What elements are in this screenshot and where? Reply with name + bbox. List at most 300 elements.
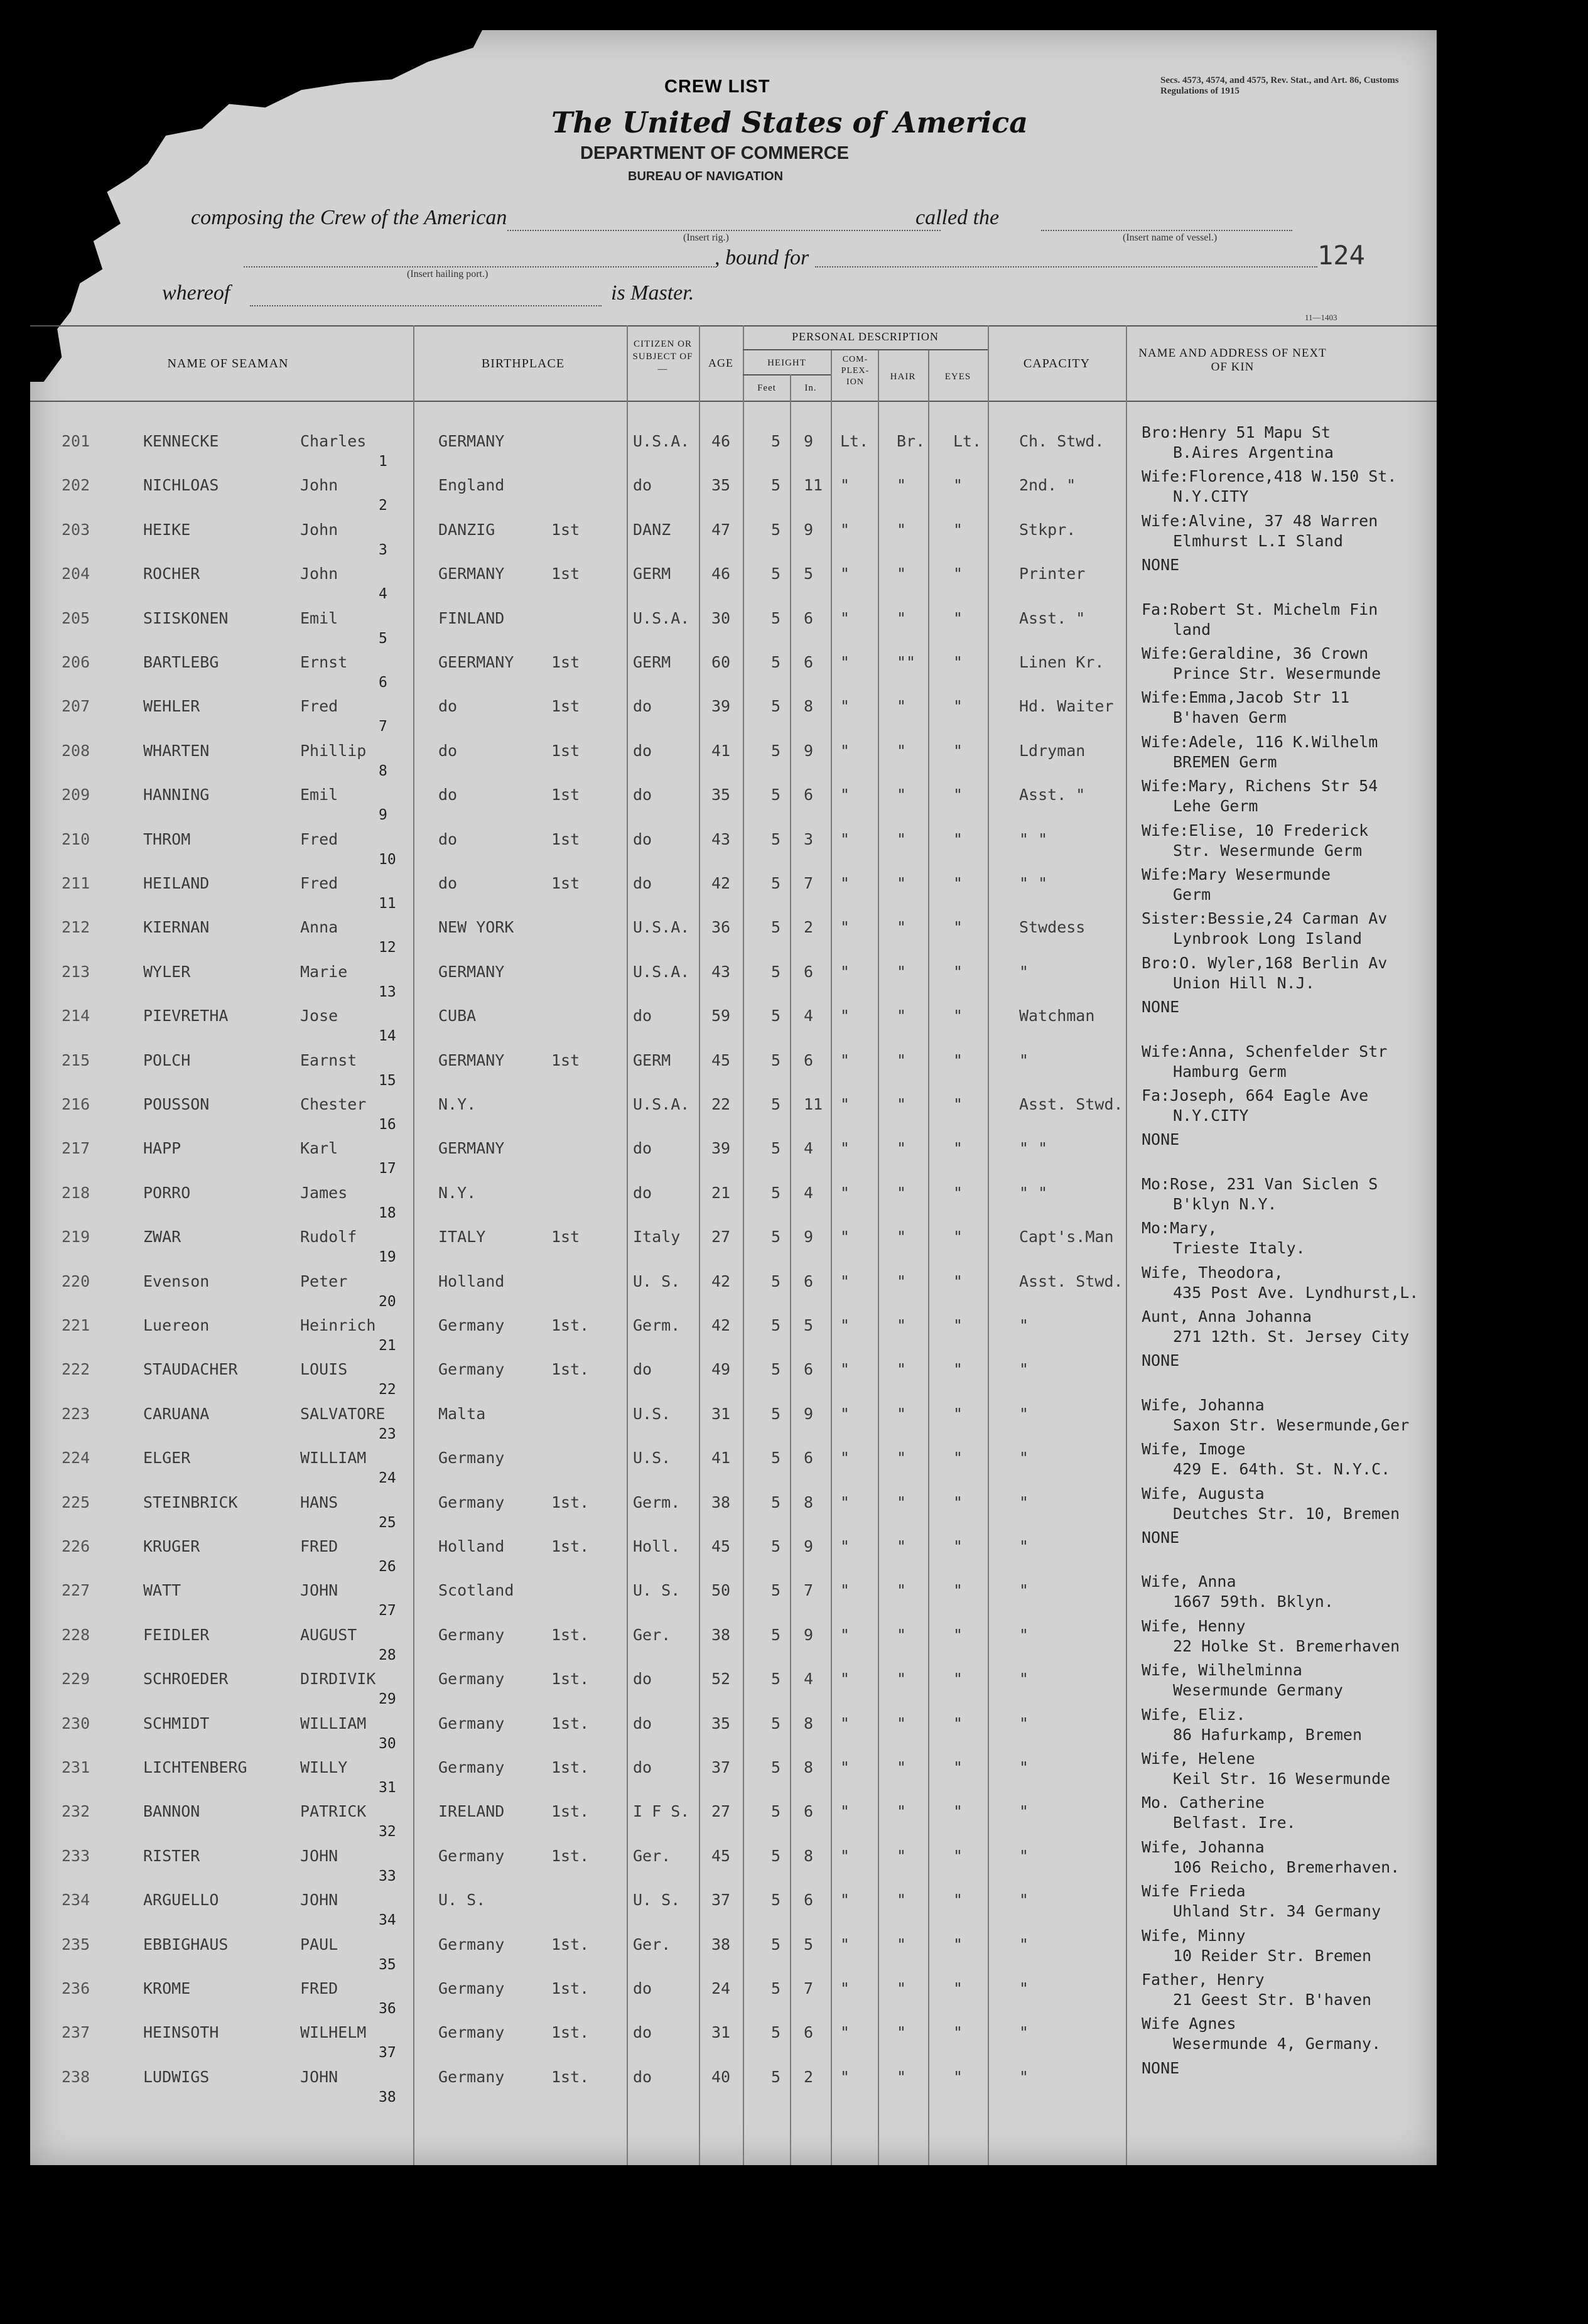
crew-row: [30, 511, 1474, 565]
next-of-kin-address: Uhland Str. 34 Germany: [1173, 1902, 1381, 1921]
citizenship: U.S.A.: [633, 432, 690, 450]
next-of-kin-name: Wife, Eliz.: [1142, 1705, 1246, 1724]
complexion: ": [840, 1316, 850, 1334]
age: 31: [711, 1404, 731, 1423]
height-feet: 5: [771, 1272, 781, 1290]
age: 24: [711, 1979, 731, 1997]
eyes: ": [953, 1714, 963, 1732]
hair: ": [897, 476, 907, 495]
birthplace: Holland: [438, 1537, 505, 1555]
next-of-kin-address: Prince Str. Wesermunde: [1173, 664, 1381, 683]
seaman-surname: SCHMIDT: [143, 1714, 210, 1732]
seaman-given-name: Earnst: [300, 1051, 357, 1069]
next-of-kin-address: Elmhurst L.I Sland: [1173, 531, 1343, 550]
birthplace: N.Y.: [438, 1183, 477, 1202]
age: 46: [711, 432, 731, 450]
height-inches: 2: [804, 2067, 814, 2086]
height-inches: 2: [804, 918, 814, 937]
next-of-kin-address: N.Y.CITY: [1173, 1106, 1249, 1125]
seaman-surname: NICHLOAS: [143, 476, 219, 495]
row-number: 217: [62, 1139, 90, 1158]
col-head-name: NAME OF SEAMAN: [167, 357, 289, 370]
hair: ": [897, 741, 907, 760]
row-number: 232: [62, 1802, 90, 1821]
eyes: ": [953, 1228, 963, 1246]
crew-row: [30, 1528, 1474, 1581]
is-master-label: is Master.: [611, 281, 694, 305]
height-feet: 5: [771, 874, 781, 892]
complexion: ": [840, 476, 850, 495]
age: 35: [711, 476, 731, 495]
height-inches: 6: [804, 1272, 814, 1290]
next-of-kin-address: land: [1173, 620, 1211, 639]
hair: ": [897, 1670, 907, 1689]
seaman-given-name: James: [300, 1183, 348, 1202]
complexion: ": [840, 697, 850, 716]
citizenship: Germ.: [633, 1493, 681, 1511]
next-of-kin-address: 21 Geest Str. B'haven: [1173, 1991, 1372, 2009]
seaman-surname: FEIDLER: [143, 1625, 210, 1644]
crew-row: [30, 1705, 1474, 1758]
height-feet: 5: [771, 1493, 781, 1511]
hair: ": [897, 1758, 907, 1776]
age: 46: [711, 565, 731, 583]
personal-desc-rule: [743, 349, 988, 350]
height-inches: 8: [804, 697, 814, 716]
row-number: 230: [62, 1714, 90, 1732]
citizenship: U.S.: [633, 1449, 671, 1467]
hair: ": [897, 1714, 907, 1732]
next-of-kin-name: Wife:Adele, 116 K.Wilhelm: [1142, 732, 1378, 751]
complexion: ": [840, 1139, 850, 1158]
crew-row: [30, 1882, 1474, 1935]
seaman-given-name: Emil: [300, 608, 338, 627]
height-inches: 9: [804, 1404, 814, 1423]
seaman-surname: PORRO: [143, 1183, 191, 1202]
row-number: 212: [62, 918, 90, 937]
height-inches: 6: [804, 2023, 814, 2042]
table-top-rule: [30, 325, 1437, 327]
height-feet: 5: [771, 741, 781, 760]
seaman-given-name: DIRDIVIK: [300, 1670, 376, 1689]
seaman-given-name: WILLIAM: [300, 1449, 367, 1467]
citizenship: U.S.: [633, 1404, 671, 1423]
birthplace: N.Y.: [438, 1095, 477, 1113]
birthplace: Germany: [438, 1979, 505, 1997]
hair: ": [897, 1095, 907, 1113]
birthplace: Germany: [438, 1493, 505, 1511]
age: 42: [711, 874, 731, 892]
age: 45: [711, 1846, 731, 1865]
birthplace: Germany: [438, 1316, 505, 1334]
citizenship: U.S.A.: [633, 608, 690, 627]
height-feet: 5: [771, 786, 781, 804]
complexion: ": [840, 1979, 850, 1997]
citizenship: do: [633, 1670, 652, 1689]
capacity: ": [1019, 1670, 1029, 1689]
birthplace-note: 1st.: [551, 2067, 590, 2086]
birthplace: ITALY: [438, 1228, 486, 1246]
capacity: Capt's.Man: [1019, 1228, 1114, 1246]
eyes: ": [953, 1979, 963, 1997]
age: 27: [711, 1802, 731, 1821]
birthplace: Germany: [438, 1360, 505, 1379]
complexion: ": [840, 830, 850, 848]
line-index: 36: [379, 2001, 396, 2017]
citizenship: Ger.: [633, 1846, 671, 1865]
birthplace: Germany: [438, 1714, 505, 1732]
height-inches: 9: [804, 1625, 814, 1644]
height-inches: 6: [804, 1051, 814, 1069]
birthplace: England: [438, 476, 505, 495]
height-feet: 5: [771, 1935, 781, 1954]
seaman-given-name: Peter: [300, 1272, 348, 1290]
line-index: 9: [379, 807, 387, 824]
hair: ": [897, 1581, 907, 1600]
eyes: ": [953, 1272, 963, 1290]
complexion: ": [840, 1272, 850, 1290]
next-of-kin-name: Mo:Mary,: [1142, 1219, 1218, 1238]
complexion: ": [840, 1537, 850, 1555]
hair: ": [897, 874, 907, 892]
hair: ": [897, 1802, 907, 1821]
seaman-surname: STAUDACHER: [143, 1360, 238, 1379]
hair: ": [897, 1625, 907, 1644]
citizenship: do: [633, 874, 652, 892]
crew-row: [30, 1395, 1474, 1449]
age: 36: [711, 918, 731, 937]
row-number: 228: [62, 1625, 90, 1644]
eyes: ": [953, 1670, 963, 1689]
height-inches: 9: [804, 1228, 814, 1246]
line-index: 25: [379, 1514, 396, 1531]
height-feet: 5: [771, 1625, 781, 1644]
height-feet: 5: [771, 1714, 781, 1732]
line-index: 2: [379, 497, 387, 514]
birthplace: DANZIG: [438, 520, 495, 539]
next-of-kin-address: B'haven Germ: [1173, 708, 1287, 727]
country-title: The United States of America: [551, 105, 1029, 139]
line-index: 35: [379, 1956, 396, 1973]
birthplace: GERMANY: [438, 565, 505, 583]
next-of-kin-address: 271 12th. St. Jersey City: [1173, 1327, 1410, 1346]
complexion: ": [840, 1581, 850, 1600]
citizenship: do: [633, 830, 652, 848]
citizenship: GERM: [633, 565, 671, 583]
row-number: 214: [62, 1007, 90, 1025]
seaman-given-name: Ernst: [300, 653, 348, 671]
age: 47: [711, 520, 731, 539]
birthplace-note: 1st.: [551, 2023, 590, 2042]
seaman-given-name: Heinrich: [300, 1316, 376, 1334]
seaman-surname: KROME: [143, 1979, 191, 1997]
birthplace: GERMANY: [438, 1139, 505, 1158]
seaman-given-name: AUGUST: [300, 1625, 357, 1644]
next-of-kin-name: NONE: [1142, 998, 1180, 1017]
height-inches: 5: [804, 565, 814, 583]
seaman-given-name: SALVATORE: [300, 1404, 386, 1423]
eyes: ": [953, 1360, 963, 1379]
insert-port-note: (Insert hailing port.): [407, 269, 489, 279]
eyes: ": [953, 608, 963, 627]
birthplace-note: 1st: [551, 565, 580, 583]
birthplace: Germany: [438, 1758, 505, 1776]
seaman-surname: ARGUELLO: [143, 1891, 219, 1910]
line-index: 7: [379, 718, 387, 735]
birthplace-note: 1st.: [551, 1714, 590, 1732]
complexion: ": [840, 1891, 850, 1910]
row-number: 206: [62, 653, 90, 671]
next-of-kin-name: Fa:Robert St. Michelm Fin: [1142, 600, 1378, 619]
height-inches: 6: [804, 608, 814, 627]
line-index: 29: [379, 1691, 396, 1708]
age: 45: [711, 1537, 731, 1555]
eyes: ": [953, 1802, 963, 1821]
line-index: 19: [379, 1249, 396, 1266]
next-of-kin-address: Wesermunde 4, Germany.: [1173, 2035, 1381, 2053]
line-index: 24: [379, 1470, 396, 1487]
birthplace-note: 1st: [551, 741, 580, 760]
birthplace-note: 1st.: [551, 1316, 590, 1334]
eyes: ": [953, 1625, 963, 1644]
crew-row: [30, 1970, 1474, 2023]
insert-vessel-note: (Insert name of vessel.): [1123, 232, 1218, 243]
seaman-given-name: Rudolf: [300, 1228, 357, 1246]
complexion: ": [840, 874, 850, 892]
complexion: ": [840, 1095, 850, 1113]
crew-row: [30, 953, 1474, 1007]
height-inches: 6: [804, 1360, 814, 1379]
col-head-citizen: CITIZEN OR SUBJECT OF—: [632, 339, 693, 374]
next-of-kin-address: Saxon Str. Wesermunde,Ger: [1173, 1415, 1410, 1434]
height-feet: 5: [771, 565, 781, 583]
capacity: Stkpr.: [1019, 520, 1076, 539]
line-index: 8: [379, 762, 387, 779]
next-of-kin-name: Wife, Henny: [1142, 1616, 1246, 1635]
seaman-given-name: LOUIS: [300, 1360, 348, 1379]
eyes: ": [953, 1758, 963, 1776]
height-feet: 5: [771, 1846, 781, 1865]
seaman-given-name: Fred: [300, 830, 338, 848]
citizenship: do: [633, 2023, 652, 2042]
height-feet: 5: [771, 1139, 781, 1158]
seaman-surname: HEIKE: [143, 520, 191, 539]
seaman-surname: CARUANA: [143, 1404, 210, 1423]
age: 59: [711, 1007, 731, 1025]
height-feet: 5: [771, 1404, 781, 1423]
col-head-complexion: COM- PLEX- ION: [841, 355, 870, 387]
birthplace: GERMANY: [438, 1051, 505, 1069]
capacity: ": [1019, 2067, 1029, 2086]
crew-list-title: CREW LIST: [664, 77, 770, 97]
birthplace-note: 1st.: [551, 1846, 590, 1865]
seaman-surname: STEINBRICK: [143, 1493, 238, 1511]
line-index: 10: [379, 851, 396, 868]
next-of-kin-address: 1667 59th. Bklyn.: [1173, 1592, 1334, 1611]
birthplace: IRELAND: [438, 1802, 505, 1821]
birthplace: do: [438, 874, 458, 892]
row-number: 219: [62, 1228, 90, 1246]
department-title: DEPARTMENT OF COMMERCE: [580, 143, 850, 163]
hair: ": [897, 520, 907, 539]
hair: ": [897, 608, 907, 627]
line-index: 20: [379, 1293, 396, 1310]
hair: ": [897, 1449, 907, 1467]
seaman-given-name: PATRICK: [300, 1802, 367, 1821]
eyes: ": [953, 1581, 963, 1600]
hair: Br.: [897, 432, 926, 450]
complexion: ": [840, 1758, 850, 1776]
height-rule: [743, 374, 831, 376]
seaman-surname: BARTLEBG: [143, 653, 219, 671]
next-of-kin-name: Bro:O. Wyler,168 Berlin Av: [1142, 953, 1388, 972]
seaman-surname: HEILAND: [143, 874, 210, 892]
birthplace-note: 1st.: [551, 1493, 590, 1511]
height-inches: 6: [804, 962, 814, 981]
next-of-kin-name: Wife:Alvine, 37 48 Warren: [1142, 511, 1378, 530]
next-of-kin-name: Wife, Helene: [1142, 1749, 1255, 1768]
capacity: ": [1019, 1714, 1029, 1732]
seaman-surname: BANNON: [143, 1802, 200, 1821]
line-index: 28: [379, 1646, 396, 1663]
seaman-given-name: Karl: [300, 1139, 338, 1158]
complexion: ": [840, 1183, 850, 1202]
birthplace: Germany: [438, 2067, 505, 2086]
height-feet: 5: [771, 1449, 781, 1467]
col-head-height: HEIGHT: [767, 358, 806, 368]
eyes: ": [953, 1537, 963, 1555]
eyes: ": [953, 1846, 963, 1865]
citizenship: U.S.A.: [633, 962, 690, 981]
col-head-feet: Feet: [757, 383, 776, 393]
height-inches: 4: [804, 1139, 814, 1158]
capacity: ": [1019, 2023, 1029, 2042]
birthplace: do: [438, 741, 458, 760]
next-of-kin-address: Belfast. Ire.: [1173, 1813, 1296, 1832]
seaman-surname: SIISKONEN: [143, 608, 229, 627]
crew-row: [30, 2014, 1474, 2067]
next-of-kin-address: B.Aires Argentina: [1173, 443, 1334, 462]
capacity: ": [1019, 1802, 1029, 1821]
seaman-given-name: Fred: [300, 697, 338, 716]
complexion: ": [840, 653, 850, 671]
hair: ": [897, 1891, 907, 1910]
height-inches: 11: [804, 1095, 823, 1113]
seaman-given-name: HANS: [300, 1493, 338, 1511]
citizenship: do: [633, 1979, 652, 1997]
hair: ": [897, 1316, 907, 1334]
row-number: 227: [62, 1581, 90, 1600]
hair: ": [897, 697, 907, 716]
hair: ": [897, 1051, 907, 1069]
age: 35: [711, 1714, 731, 1732]
birthplace-note: 1st.: [551, 1537, 590, 1555]
seaman-surname: HAPP: [143, 1139, 181, 1158]
seaman-surname: KENNECKE: [143, 432, 219, 450]
citizenship: do: [633, 1758, 652, 1776]
birthplace-note: 1st.: [551, 1979, 590, 1997]
height-feet: 5: [771, 1051, 781, 1069]
row-number: 220: [62, 1272, 90, 1290]
birthplace: Malta: [438, 1404, 486, 1423]
capacity: Printer: [1019, 565, 1086, 583]
crew-row: [30, 1086, 1474, 1139]
eyes: ": [953, 830, 963, 848]
complexion: ": [840, 2067, 850, 2086]
eyes: ": [953, 2067, 963, 2086]
line-index: 22: [379, 1381, 396, 1398]
complexion: ": [840, 786, 850, 804]
next-of-kin-address: Wesermunde Germany: [1173, 1681, 1343, 1700]
eyes: ": [953, 874, 963, 892]
rig-line: [507, 230, 941, 231]
height-feet: 5: [771, 1581, 781, 1600]
next-of-kin-address: Trieste Italy.: [1173, 1239, 1305, 1258]
eyes: ": [953, 697, 963, 716]
next-of-kin-address: Deutches Str. 10, Bremen: [1173, 1504, 1400, 1523]
line-index: 18: [379, 1204, 396, 1221]
eyes: ": [953, 1493, 963, 1511]
line-index: 32: [379, 1824, 396, 1840]
row-number: 223: [62, 1404, 90, 1423]
next-of-kin-name: Wife, Wilhelminna: [1142, 1661, 1302, 1680]
seaman-surname: PIEVRETHA: [143, 1007, 229, 1025]
crew-row: [30, 1307, 1474, 1360]
height-inches: 6: [804, 786, 814, 804]
statute-reference: Secs. 4573, 4574, and 4575, Rev. Stat., and Art. 86, Customs Regulations of 1915: [1160, 75, 1399, 96]
citizenship: GERM: [633, 1051, 671, 1069]
next-of-kin-name: Sister:Bessie,24 Carman Av: [1142, 909, 1388, 928]
citizenship: Germ.: [633, 1316, 681, 1334]
birthplace-note: 1st: [551, 697, 580, 716]
crew-row: [30, 2058, 1474, 2112]
seaman-surname: HEINSOTH: [143, 2023, 219, 2042]
age: 43: [711, 830, 731, 848]
row-number: 222: [62, 1360, 90, 1379]
seaman-surname: WYLER: [143, 962, 191, 981]
height-feet: 5: [771, 432, 781, 450]
age: 37: [711, 1891, 731, 1910]
birthplace: do: [438, 786, 458, 804]
citizenship: Ger.: [633, 1625, 671, 1644]
citizenship: I F S.: [633, 1802, 690, 1821]
height-feet: 5: [771, 1183, 781, 1202]
bound-for-label: , bound for: [715, 246, 809, 269]
capacity: ": [1019, 1846, 1029, 1865]
capacity: 2nd. ": [1019, 476, 1076, 495]
height-inches: 8: [804, 1493, 814, 1511]
height-feet: 5: [771, 697, 781, 716]
birthplace-note: 1st: [551, 830, 580, 848]
next-of-kin-name: NONE: [1142, 556, 1180, 575]
citizenship: U.S.A.: [633, 918, 690, 937]
hair: ": [897, 2023, 907, 2042]
capacity: ": [1019, 1979, 1029, 1997]
citizenship: do: [633, 1360, 652, 1379]
row-number: 208: [62, 741, 90, 760]
height-inches: 7: [804, 874, 814, 892]
crew-row: [30, 1484, 1474, 1537]
row-number: 211: [62, 874, 90, 892]
citizenship: U.S.A.: [633, 1095, 690, 1113]
seaman-surname: POLCH: [143, 1051, 191, 1069]
eyes: ": [953, 786, 963, 804]
height-inches: 4: [804, 1007, 814, 1025]
height-feet: 5: [771, 476, 781, 495]
row-number: 204: [62, 565, 90, 583]
complexion: ": [840, 1935, 850, 1954]
birthplace: FINLAND: [438, 608, 505, 627]
